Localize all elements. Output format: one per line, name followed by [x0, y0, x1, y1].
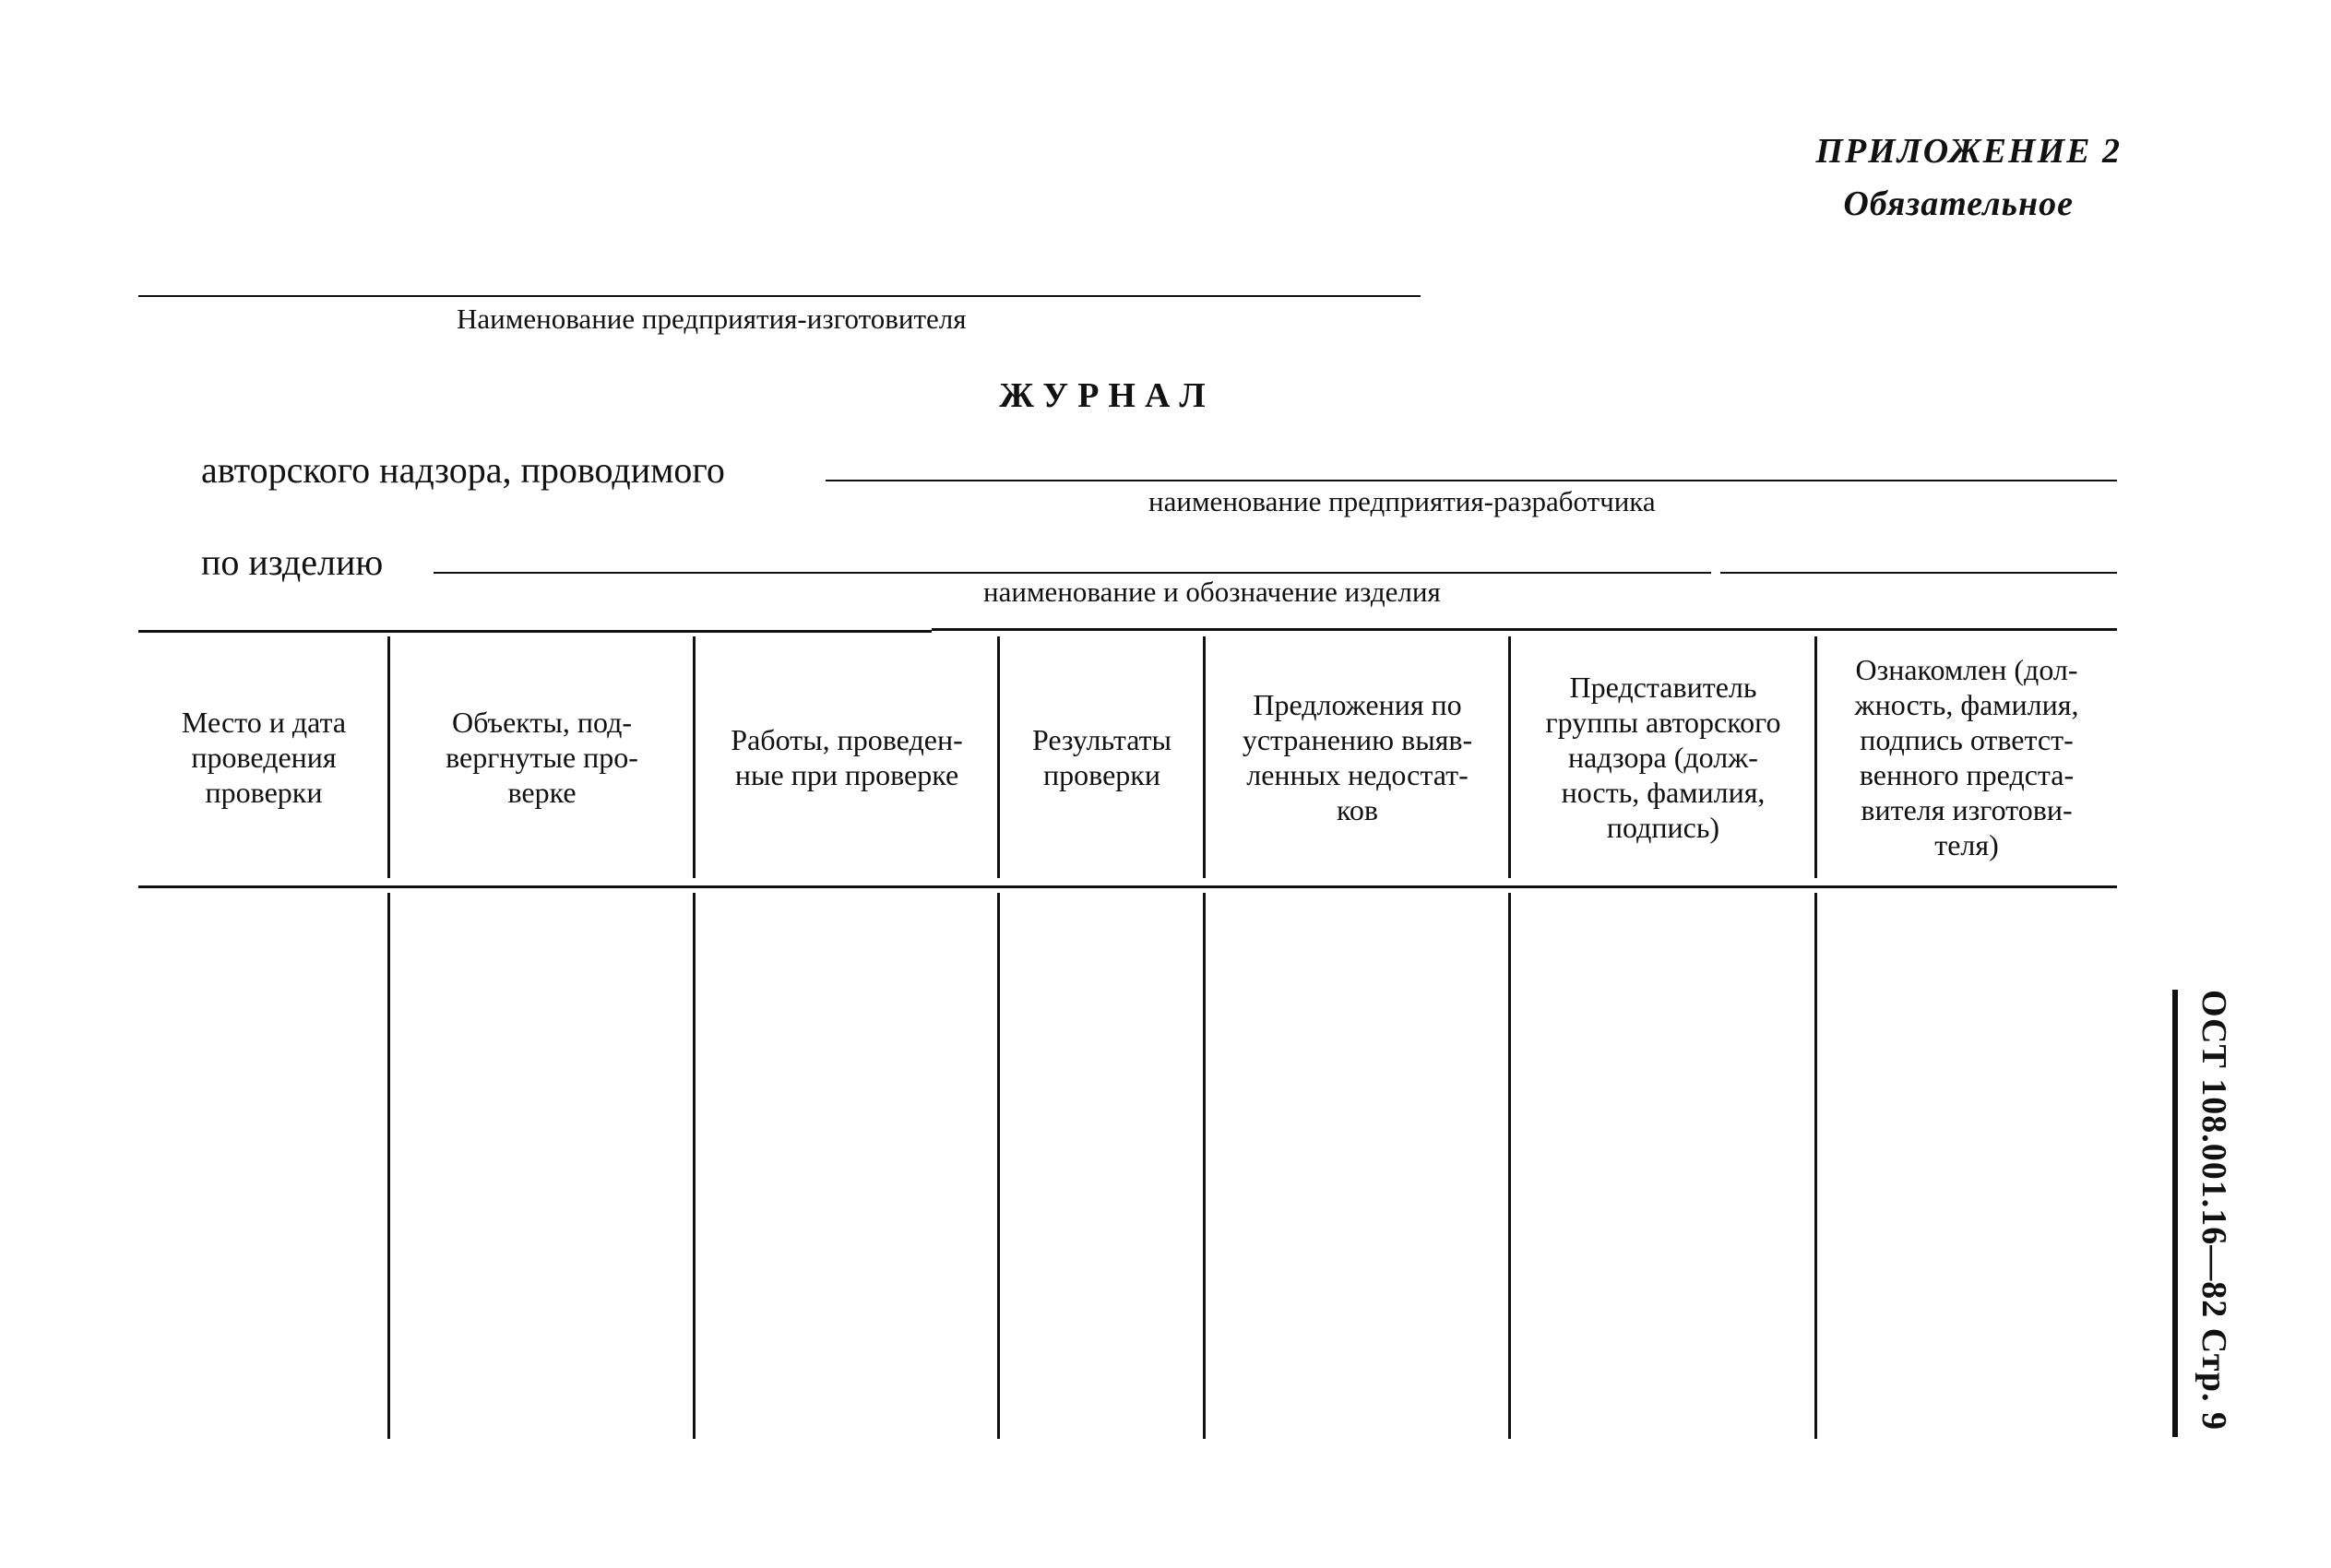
developer-caption: наименование предприятия-разработчика	[1148, 485, 1656, 517]
product-name-line-left	[434, 572, 1711, 574]
column-header-results: Результаты проверки	[1031, 723, 1172, 791]
table-top-border-left	[138, 630, 932, 633]
table-header-bottom-border	[138, 885, 2117, 888]
standard-page-label: ОСТ 108.001.16—82 Стр. 9	[2194, 990, 2233, 1431]
column-header-acknowledged: Ознакомлен (дол- жность, фамилия, подпись ответст- венного предста- вителя изготови- теля)	[1854, 653, 2079, 861]
appendix-number: ПРИЛОЖЕНИЕ 2	[1815, 132, 2122, 171]
product-lead: по изделию	[201, 541, 384, 583]
column-divider	[997, 893, 1000, 1439]
product-caption: наименование и обозначение изделия	[983, 576, 1441, 608]
column-divider	[997, 636, 1000, 878]
manufacturer-caption: Наименование предприятия-изготовителя	[457, 303, 967, 335]
column-header-place-date: Место и дата проведения проверки	[181, 706, 347, 809]
column-divider	[1508, 636, 1511, 878]
manufacturer-name-line	[138, 295, 1421, 297]
product-name-line-right	[1720, 572, 2117, 574]
column-divider	[693, 893, 696, 1439]
appendix-status: Обязательное	[1843, 184, 2074, 223]
column-divider	[1203, 636, 1206, 878]
column-divider	[387, 893, 390, 1439]
column-header-works: Работы, проведен- ные при проверке	[731, 723, 963, 791]
side-label-rule	[2172, 990, 2178, 1437]
column-divider	[1203, 893, 1206, 1439]
column-divider	[1814, 636, 1817, 878]
column-header-supervisor: Представитель группы авторского надзора (долж- ность, фамилия, подпись)	[1545, 671, 1781, 844]
developer-name-line	[826, 480, 2117, 481]
journal-title: ЖУРНАЛ	[999, 376, 1215, 415]
column-divider	[387, 636, 390, 878]
table-top-border-right	[932, 628, 2117, 631]
column-divider	[693, 636, 696, 878]
column-header-proposals: Предложения по устранению выяв- ленных недостат- ков	[1242, 688, 1473, 826]
column-header-objects: Объекты, под- вергнутые про- верке	[446, 706, 638, 809]
supervision-lead: авторского надзора, проводимого	[201, 449, 725, 491]
column-divider	[1508, 893, 1511, 1439]
column-divider	[1814, 893, 1817, 1439]
